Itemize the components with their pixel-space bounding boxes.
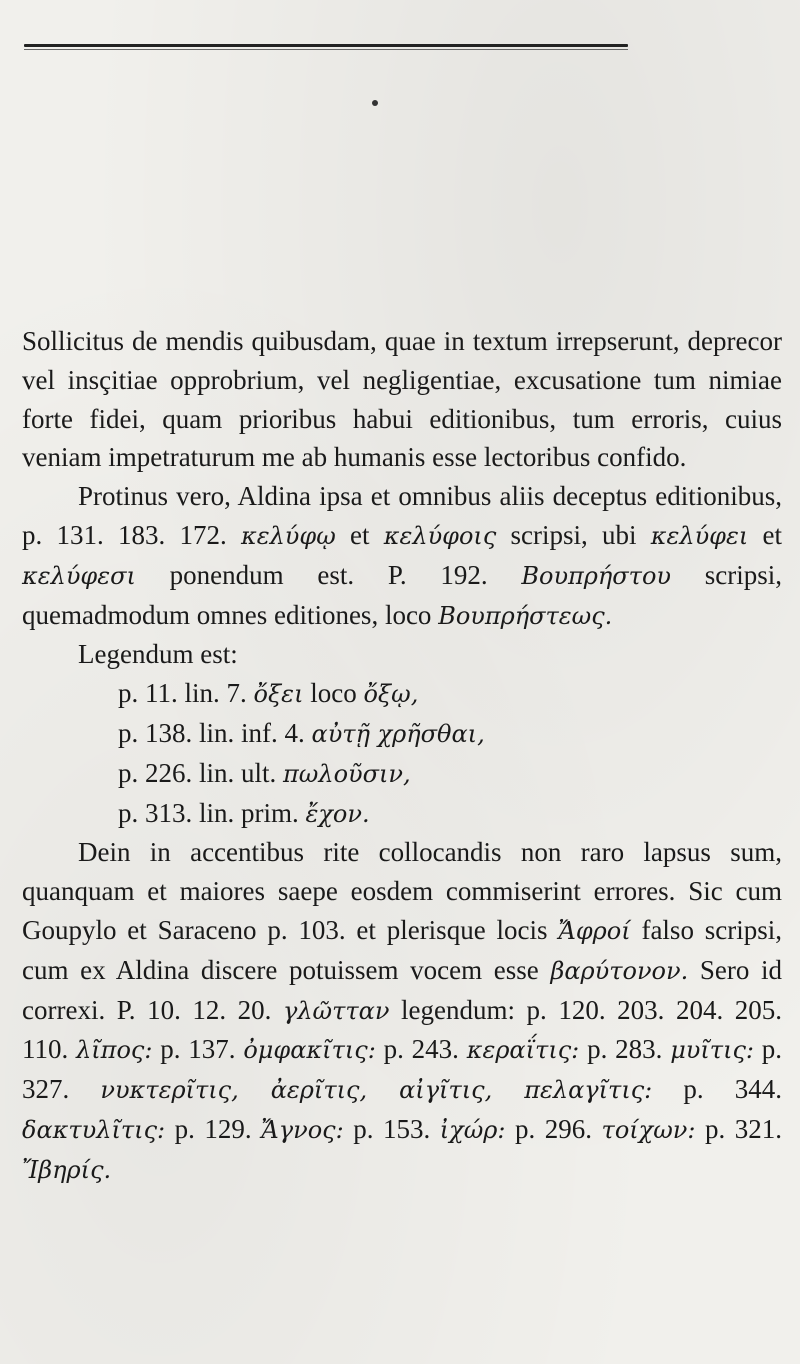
correction-item [118, 714, 782, 754]
correction-connector: loco [303, 678, 364, 709]
correction-reference: p. 226. lin. ult. [118, 757, 284, 788]
text-run: p. 283. [579, 1034, 671, 1065]
greek-term: ὀμφακῖτις: [243, 1036, 376, 1065]
text-run: p. 153. [343, 1113, 440, 1144]
text-run: p. 137. [152, 1034, 244, 1065]
correction-reference: p. 138. lin. inf. 4. [118, 717, 312, 748]
header-rule-thin [24, 49, 628, 50]
greek-term: δακτυλῖτις: [22, 1115, 166, 1144]
dein-paragraph [22, 833, 782, 1189]
correction-greek: ὄξει [253, 680, 304, 709]
correction-reference: p. 313. lin. prim. [118, 797, 306, 828]
greek-term: κεραΐτις: [466, 1036, 580, 1065]
greek-term: κελύφῳ [240, 521, 336, 550]
text-run: ponendum est. P. 192. [135, 559, 522, 590]
greek-term: γλῶτταν [282, 996, 390, 1025]
greek-term: Ἄφροί [558, 916, 631, 945]
greek-term: νυκτερῖτις, ἀερῖτις, αἰγῖτις, πελαγῖτις: [100, 1076, 653, 1105]
correction-greek-alt: ὄξῳ, [363, 680, 419, 709]
correction-item [118, 754, 782, 794]
greek-term: κελύφει [650, 521, 749, 550]
text-run: et [748, 519, 782, 550]
text-run: scripsi, quemadmodum omnes editiones, loco [22, 559, 782, 630]
greek-term: λῖπος: [76, 1036, 153, 1065]
greek-term: μυῖτις: [670, 1036, 754, 1065]
greek-term: Βουπρήστεως. [438, 601, 613, 630]
protinus-paragraph [22, 477, 782, 635]
greek-term: Βουπρήστου [521, 561, 671, 590]
text-run: p. 344. [652, 1074, 783, 1105]
greek-term: Ἴβηρίς. [22, 1155, 112, 1184]
text-run: p. 296. [505, 1113, 602, 1144]
errata-text [22, 322, 782, 1190]
correction-greek: πωλοῦσιν, [283, 759, 411, 788]
text-run: falso scripsi, cum ex Aldina discere potuissem vocem esse [22, 914, 782, 985]
correction-greek: ἔχον. [305, 799, 370, 828]
greek-term: ἰχώρ: [439, 1115, 506, 1144]
text-run: legendum: p. 120. 203. 204. 205. 110. [22, 994, 782, 1065]
legendum-label: Legendum est: [78, 639, 238, 670]
text-run: p. 243. [375, 1034, 467, 1065]
header-rule [24, 44, 628, 47]
correction-item [118, 794, 782, 834]
correction-item [118, 674, 782, 714]
text-run: p. 129. [165, 1113, 262, 1144]
text-run: Sero id correxi. P. 10. 12. 20. [22, 954, 782, 1025]
correction-greek: αὐτῇ χρῆσθαι, [311, 719, 485, 748]
greek-term: κελύφεσι [22, 561, 136, 590]
ink-dot [372, 100, 378, 106]
greek-term: Ἄγνος: [261, 1115, 344, 1144]
text-run: et [335, 519, 384, 550]
greek-term: κελύφοις [383, 521, 497, 550]
correction-reference: p. 11. lin. 7. [118, 678, 254, 709]
text-run: Dein in accentibus rite collocandis non raro lapsus sum, quanquam et maiores saepe eosdem commiserint errores. Sic cum Goupylo et Saraceno p. 103. et plerisque locis [22, 837, 782, 945]
text-run: scripsi, ubi [496, 519, 651, 550]
corrections-list [22, 674, 782, 833]
text-run: p. 321. [695, 1113, 783, 1144]
greek-term: τοίχων: [601, 1115, 696, 1144]
text-run: p. 327. [22, 1034, 783, 1105]
text-run: Protinus vero, Aldina ipsa et omnibus aliis deceptus editionibus, p. 131. 183. 172. [22, 481, 782, 550]
greek-term: βαρύτονον. [550, 956, 689, 985]
intro-paragraph: Sollicitus de mendis quibusdam, quae in textum irrepserunt, deprecor vel insçitiae opprobrium, vel negligentiae, excusatione tum nimiae forte fidei, quam prioribus habui editionibus, tum erroris, cuius veniam impetraturum me ab humanis esse lectoribus confido. [22, 326, 782, 473]
